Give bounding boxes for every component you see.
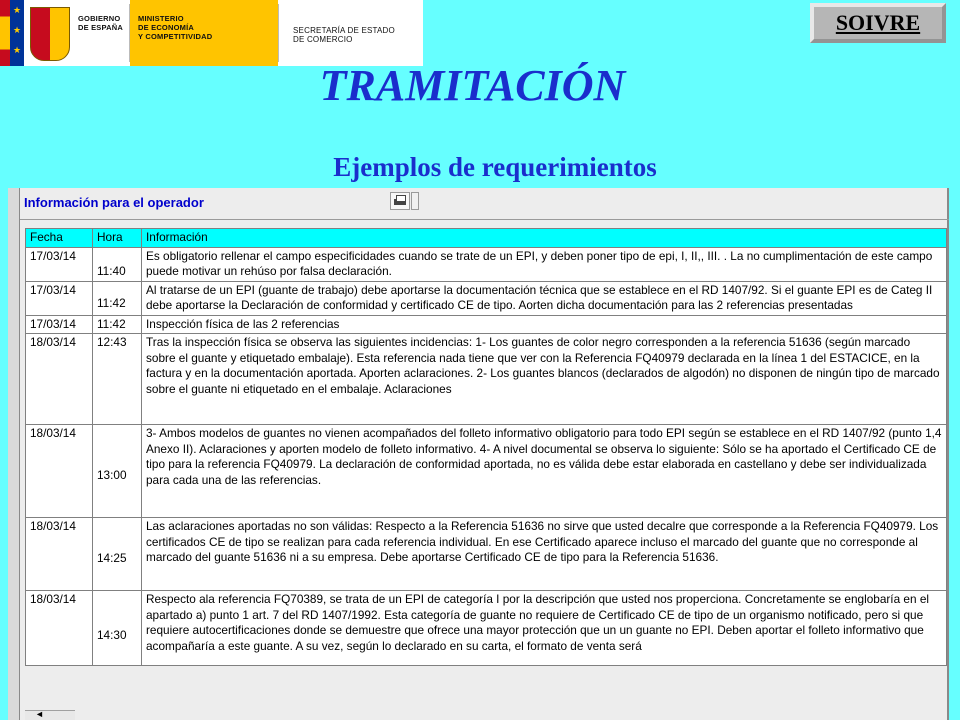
row-text: Tras la inspección física se observa las siguientes incidencias: 1- Los guantes de color negro corresponden a la referencia 51636 (según marcado sobre el guante y etiquetado embalaje). Esta referencia nada tiene que ver con la Referencia FQ40979 declarada en la línea 1 del ESTACICE, en la factura y en la documentación aportada. Aporten aclaraciones. 2- Los guantes blancos (declarados de algodón) no disponen de ningún tipo de marcado sobre el guante ni etiquetado en el embalaje. Aclaraciones <box>142 334 947 425</box>
row-text: 3- Ambos modelos de guantes no vienen acompañados del folleto informativo obligatorio para todo EPI según se establece en el RD 1407/92 (punto 1,4 Anexo II). Aclaraciones y aporten modelo de folleto informativo. 4- A nivel documental se observa lo siguiente: Sólo se ha aportado el Certificado CE de tipo para la referencia FQ40979. La declaración de conformidad aportada, no es válida debe estar elaborada en castellano y debe ser individualizada para cada una de las referencias. <box>142 425 947 518</box>
column-header-time[interactable]: Hora <box>93 229 142 248</box>
row-time: 11:40 <box>93 247 142 281</box>
gov-text <box>74 0 129 66</box>
window-right-border <box>947 188 949 720</box>
print-icon[interactable] <box>390 192 410 210</box>
row-text: Es obligatorio rellenar el campo especificidades cuando se trate de un EPI, y deben poner tipo de epi, I, II,, III. . La no cumplimentación de este campo puede motivar un rehúso por falsa declaración. <box>142 247 947 281</box>
soivre-label: SOIVRE <box>835 10 921 35</box>
messages-table <box>25 228 947 666</box>
row-date: 17/03/14 <box>26 315 93 334</box>
row-date: 17/03/14 <box>26 247 93 281</box>
row-date: 18/03/14 <box>26 591 93 666</box>
page-title: TRAMITACIÓN <box>319 61 626 110</box>
table-row[interactable] <box>26 425 947 518</box>
ministry-line3: Y COMPETITIVIDAD <box>138 32 213 41</box>
spain-flag-icon <box>0 0 10 66</box>
secretaria-line1: SECRETARÍA DE ESTADO <box>293 26 395 35</box>
row-text: Las aclaraciones aportadas no son válidas: Respecto a la Referencia 51636 no sirve que usted decalre que corresponde a la Referencia FQ40979. Los certificados CE de tipo se realizan para cada referencia individual. En ese Certificado aparece incluso el marcado del guante que no corresponde al marcado del guante 51636 ni a su empresa. Debe aportarse Certificado CE de tipo para la Referencia 51636. <box>142 518 947 591</box>
row-text: Respecto ala referencia FQ70389, se trata de un EPI de categoría I por la descripción que usted nos properciona. Concretamente se englobaría en el apartado a) punto 1 art. 7 del RD 1407/1992. Esta categoría de guante no requiere de Certificado CE de tipo de un organismo notificado, pero si que requiere autocertificaciones donde se demuestre que ofrece una mayor protección que un un guante no EPI. Deben aportar el folleto informativo que acompañaría a este guante. A su vez, según lo declarado en su carta, el formato de venta será <box>142 591 947 666</box>
gov-line1: GOBIERNO <box>78 14 121 23</box>
gov-line2: DE ESPAÑA <box>78 23 124 32</box>
eu-flag-icon: ★ ★ ★ <box>10 0 24 66</box>
government-logo <box>0 0 423 66</box>
horizontal-scrollbar[interactable] <box>25 710 75 720</box>
secretaria-text <box>279 0 395 44</box>
page-subtitle: Ejemplos de requerimientos <box>333 152 657 182</box>
ministry-line2: DE ECONOMÍA <box>138 23 194 32</box>
ministry-text <box>130 0 218 66</box>
row-time: 11:42 <box>93 281 142 315</box>
panel-title: Información para el operador <box>24 195 204 210</box>
column-header-date[interactable]: Fecha <box>26 229 93 248</box>
table-header-row <box>26 229 947 248</box>
ministry-line1: MINISTERIO <box>138 14 184 23</box>
scroll-left-arrow-icon[interactable]: ◄ <box>35 709 44 719</box>
secretaria-line2: DE COMERCIO <box>293 35 353 44</box>
row-text: Al tratarse de un EPI (guante de trabajo) debe aportarse la documentación técnica que se establece en el RD 1407/92. Si el guante EPI es de Categ II debe aportarse la Declaración de conformidad y certificado CE de tipo. Aorten dicha documentación para las 2 referencias presentadas <box>142 281 947 315</box>
row-time: 12:43 <box>93 334 142 425</box>
row-date: 17/03/14 <box>26 281 93 315</box>
panel-divider <box>20 219 949 220</box>
window-left-border <box>8 188 20 720</box>
row-time: 11:42 <box>93 315 142 334</box>
table-row[interactable] <box>26 334 947 425</box>
row-text: Inspección física de las 2 referencias <box>142 315 947 334</box>
table-row[interactable] <box>26 315 947 334</box>
operator-info-window <box>8 188 949 720</box>
soivre-badge <box>810 3 946 43</box>
table-row[interactable] <box>26 281 947 315</box>
ministry-block <box>130 0 278 66</box>
row-time: 13:00 <box>93 425 142 518</box>
table-row[interactable] <box>26 518 947 591</box>
row-time: 14:25 <box>93 518 142 591</box>
row-date: 18/03/14 <box>26 425 93 518</box>
coat-of-arms-icon <box>30 7 70 61</box>
column-header-info[interactable]: Información <box>142 229 947 248</box>
row-date: 18/03/14 <box>26 518 93 591</box>
print-options-button[interactable] <box>411 192 419 210</box>
table-row[interactable] <box>26 247 947 281</box>
secretaria-block <box>279 0 423 66</box>
row-date: 18/03/14 <box>26 334 93 425</box>
table-row[interactable] <box>26 591 947 666</box>
row-time: 14:30 <box>93 591 142 666</box>
